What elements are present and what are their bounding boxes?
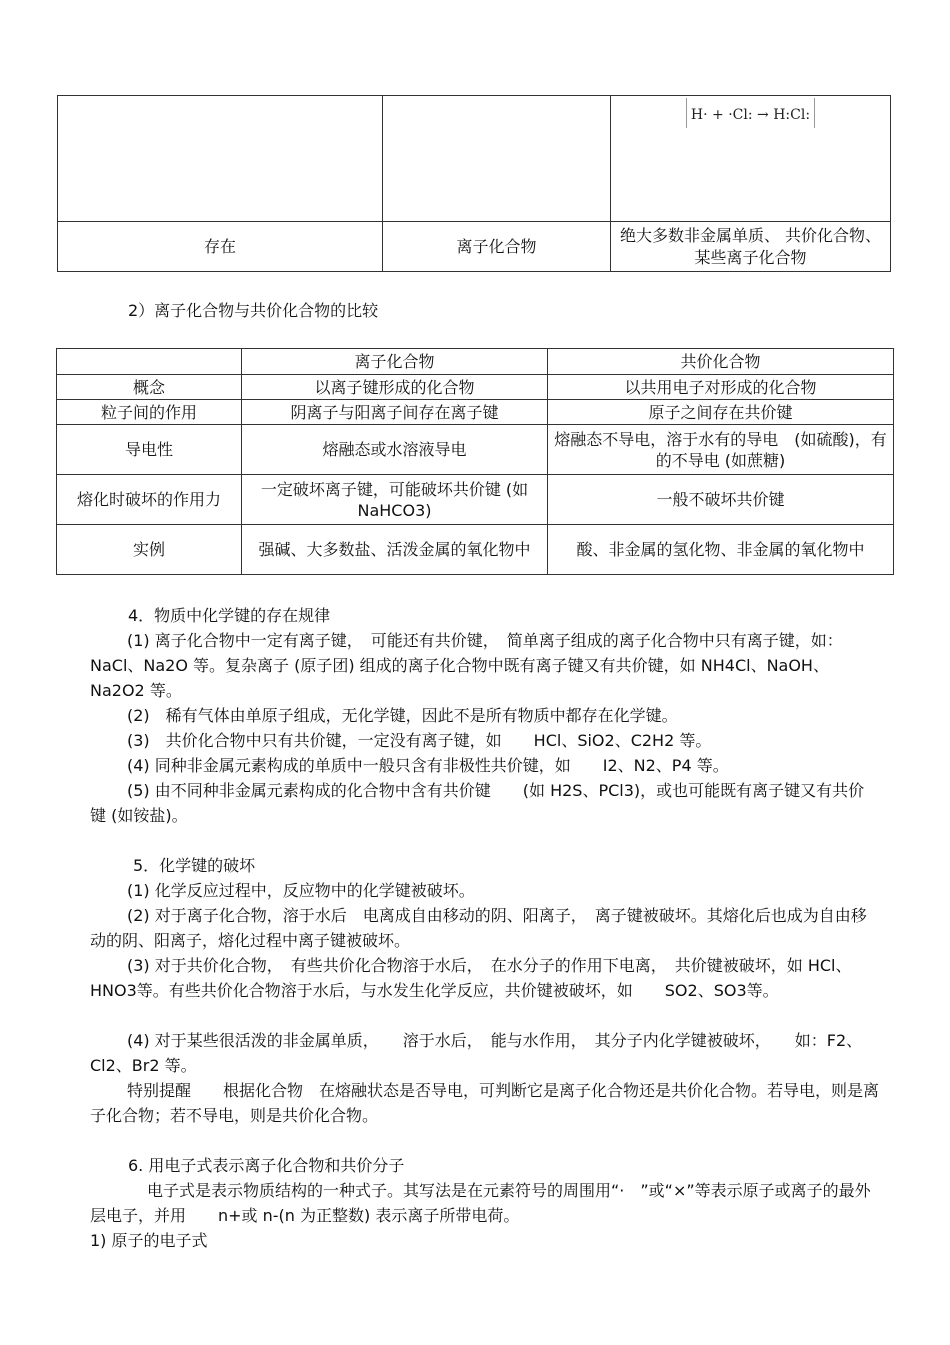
formula-right: H:Cl: [773, 107, 811, 123]
section-4-para-3: (3) 共价化合物中只有共价键，一定没有离子键，如 HCl、SiO2、C2H2 等。 [127, 731, 712, 750]
hcl-formation-formula-cell [611, 96, 891, 222]
table1-row-label: 存在 [58, 222, 383, 272]
covalent-cell: 熔融态不导电，溶于水有的导电 (如硫酸)，有的不导电 (如蔗糖) [548, 425, 894, 475]
section-2-title: 2）离子化合物与共价化合物的比较 [128, 301, 379, 320]
table-row [57, 475, 894, 525]
ionic-cell: 一定破坏离子键，可能破坏共价键 (如 NaHCO3) [242, 475, 548, 525]
table1-ionic-cell: 离子化合物 [383, 222, 611, 272]
covalent-cell: 原子之间存在共价键 [548, 400, 894, 425]
covalent-cell: 一般不破坏共价键 [548, 475, 894, 525]
section-4-para-1: (1) 离子化合物中一定有离子键， 可能还有共价键， 简单离子组成的离子化合物中只有离子键，如： NaCl、Na2O 等。复杂离子 (原子团) 组成的离子化合物中既有离子键又有共价键，如 NH4Cl、NaOH、Na2O2 等。 [90, 631, 851, 700]
formula-arrow: → [757, 107, 769, 123]
row-label: 导电性 [57, 425, 242, 475]
table-row [57, 525, 894, 575]
table2-header-blank [57, 349, 242, 375]
bond-comparison-table-continued [57, 95, 891, 272]
ionic-cell: 阴离子与阳离子间存在离子键 [242, 400, 548, 425]
ionic-cell: 以离子键形成的化合物 [242, 375, 548, 400]
covalent-cell: 以共用电子对形成的化合物 [548, 375, 894, 400]
section-5-para-2: (2) 对于离子化合物，溶于水后 电离成自由移动的阴、阳离子， 离子键被破坏。其熔化后也成为自由移动的阴、阳离子，熔化过程中离子键被破坏。 [90, 906, 867, 950]
ionic-vs-covalent-table [56, 348, 894, 575]
row-label: 概念 [57, 375, 242, 400]
section-6-title: 6. 用电子式表示离子化合物和共价分子 [128, 1156, 405, 1175]
ionic-cell: 熔融态或水溶液导电 [242, 425, 548, 475]
row-label: 熔化时破坏的作用力 [57, 475, 242, 525]
table1-covalent-cell: 绝大多数非金属单质、 共价化合物、某些离子化合物 [611, 222, 891, 272]
table2-header-covalent: 共价化合物 [548, 349, 894, 375]
section-6-subtitle: 1) 原子的电子式 [90, 1231, 208, 1250]
section-5-title: 5．化学键的破坏 [133, 856, 256, 875]
table-row [57, 425, 894, 475]
section-4-title: 4．物质中化学键的存在规律 [128, 606, 331, 625]
covalent-cell: 酸、非金属的氢化物、非金属的氧化物中 [548, 525, 894, 575]
section-4-para-5: (5) 由不同种非金属元素构成的化合物中含有共价键 (如 H2S、PCl3)，或也可能既有离子键又有共价键 (如铵盐)。 [90, 781, 865, 825]
row-label: 实例 [57, 525, 242, 575]
formula-left: H· + ·Cl: [690, 107, 753, 123]
row-label: 粒子间的作用 [57, 400, 242, 425]
section-4-para-2: (2) 稀有气体由单原子组成，无化学键，因此不是所有物质中都存在化学键。 [127, 706, 678, 725]
hcl-electron-formula-image [686, 98, 815, 128]
special-reminder: 特别提醒 根据化合物 在熔融状态是否导电，可判断它是离子化合物还是共价化合物。若导电，则是离子化合物；若不导电，则是共价化合物。 [90, 1081, 880, 1125]
table1-cell-empty-2 [383, 96, 611, 222]
section-6-para-1: 电子式是表示物质结构的一种式子。其写法是在元素符号的周围用“· ”或“×”等表示原子或离子的最外层电子，并用 n+或 n-(n 为正整数) 表示离子所带电荷。 [90, 1181, 871, 1225]
table1-cell-empty-1 [58, 96, 383, 222]
section-5-para-1: (1) 化学反应过程中，反应物中的化学键被破坏。 [127, 881, 475, 900]
section-4-para-4: (4) 同种非金属元素构成的单质中一般只含有非极性共价键，如 I2、N2、P4 等。 [127, 756, 729, 775]
table-row [57, 400, 894, 425]
section-5-para-4: (4) 对于某些很活泼的非金属单质， 溶于水后， 能与水作用， 其分子内化学键被破坏， 如：F2、Cl2、Br2 等。 [90, 1031, 863, 1075]
table2-header-ionic: 离子化合物 [242, 349, 548, 375]
section-5-para-3: (3) 对于共价化合物， 有些共价化合物溶于水后， 在水分子的作用下电离， 共价键被破坏，如 HCl、HNO3等。有些共价化合物溶于水后，与水发生化学反应，共价键被破坏，如 SO2、SO3等。 [90, 956, 852, 1000]
ionic-cell: 强碱、大多数盐、活泼金属的氧化物中 [242, 525, 548, 575]
table-row [57, 375, 894, 400]
